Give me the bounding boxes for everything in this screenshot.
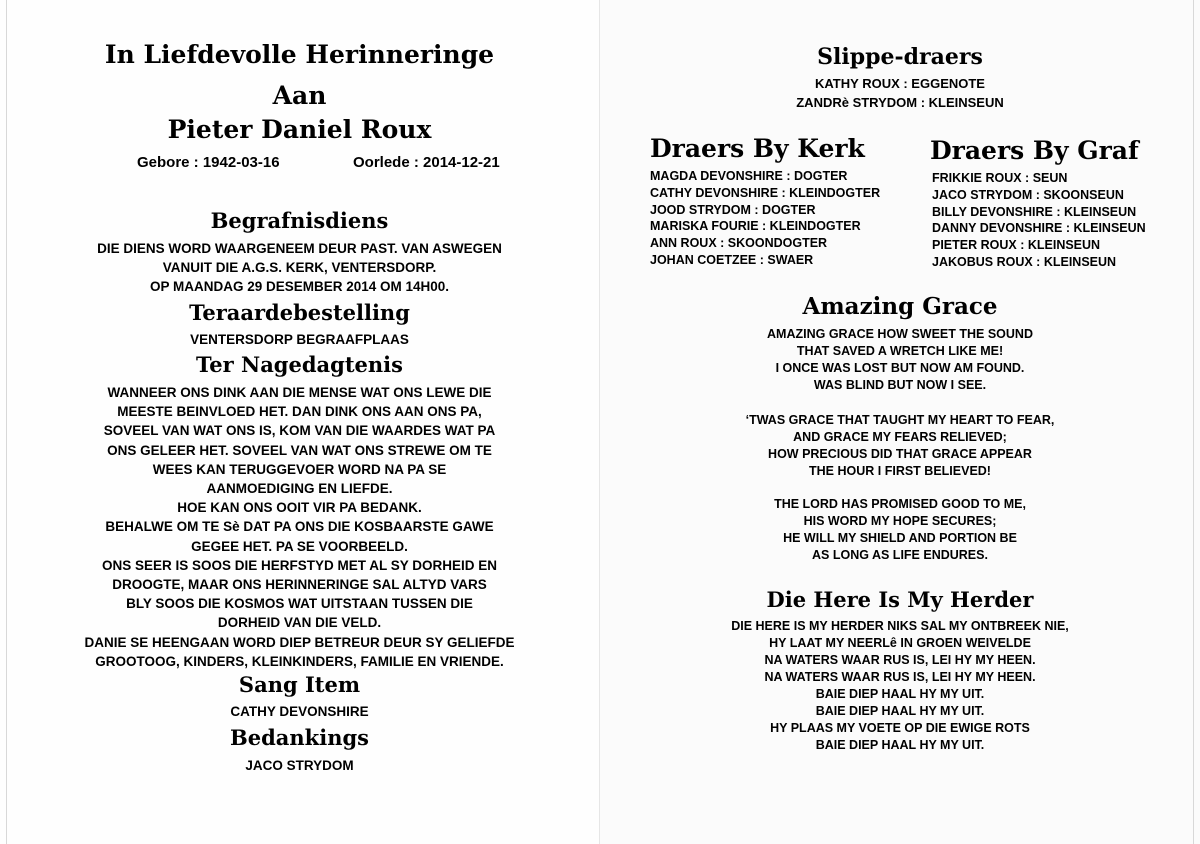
psalm-line: BAIE DIEP HAAL HY MY UIT. [815,738,985,752]
amazing-grace-verse-2 [600,412,1200,480]
memory-line: AANMOEDIGING EN LIEFDE. [206,481,393,497]
hymn-line: HIS WORD MY HOPE SECURES; [803,514,997,528]
memory-line: HOE KAN ONS OOIT VIR PA BEDANK. [177,500,422,516]
psalm-line: DIE HERE IS MY HERDER NIKS SAL MY ONTBREEK NIE, [731,619,1069,633]
burial-heading: Teraardebestelling [189,300,410,325]
memory-line: WANNEER ONS DINK AAN DIE MENSE WAT ONS LEWE DIE [107,385,492,400]
psalm-line: BAIE DIEP HAAL HY MY UIT. [815,687,985,701]
birth-date: Gebore : 1942-03-16 [137,154,280,171]
psalm-text [600,618,1200,754]
hymn-line: THE LORD HAS PROMISED GOOD TO ME, [774,497,1026,511]
pallbearers-heading: Slippe-draers [817,44,983,70]
funeral-line: DIE DIENS WORD WAARGENEEM DEUR PAST. VAN ASWEGEN [97,241,502,256]
memory-line: BLY SOOS DIE KOSMOS WAT UITSTAAN TUSSEN DIE [126,596,473,612]
memorial-title: In Liefdevolle Herinneringe [104,40,495,69]
amazing-grace-heading: Amazing Grace [802,293,998,320]
scan-edge-right [1193,0,1194,844]
hymn-line: THE HOUR I FIRST BELIEVED! [809,464,991,478]
amazing-grace-verse-1 [600,326,1200,394]
church-bearer: JOHAN COETZEE : SWAER [650,252,814,267]
grave-bearer: BILLY DEVONSHIRE : KLEINSEUN [932,204,1137,219]
memory-text [0,383,599,671]
amazing-grace-verse-3 [600,496,1200,564]
hymn-line: I ONCE WAS LOST BUT NOW AM FOUND. [775,361,1025,375]
psalm-heading: Die Here Is My Herder [766,587,1034,612]
memory-line: GEGEE HET. PA SE VOORBEELD. [191,538,408,554]
funeral-line: OP MAANDAG 29 DESEMBER 2014 OM 14H00. [149,279,450,294]
church-bearer: ANN ROUX : SKOONDOGTER [650,236,828,251]
memory-line: DORHEID VAN DIE VELD. [217,615,382,631]
psalm-line: BAIE DIEP HAAL HY MY UIT. [815,704,985,718]
grave-bearer: JACO STRYDOM : SKOONSEUN [932,187,1124,202]
hymn-line: AS LONG AS LIFE ENDURES. [812,548,988,562]
memory-line: WEES KAN TERUGGEVOER WORD NA PA SE [152,461,447,477]
church-bearer: JOOD STRYDOM : DOGTER [650,202,816,217]
deceased-name: Pieter Daniel Roux [167,115,432,144]
hymn-line: AND GRACE MY FEARS RELIEVED; [793,430,1007,444]
psalm-line: NA WATERS WAAR RUS IS, LEI HY MY HEEN. [764,670,1036,684]
pallbearer: ZANDRè STRYDOM : KLEINSEUN [796,95,1004,110]
memory-line: SOVEEL VAN WAT ONS IS, KOM VAN DIE WAARDES WAT PA [103,423,496,439]
memory-line: BEHALWE OM TE Sè DAT PA ONS DIE KOSBAARSTE GAWE [105,519,494,535]
memory-line: GROOTOOG, KINDERS, KLEINKINDERS, FAMILIE EN VRIENDE. [95,653,504,669]
psalm-line: NA WATERS WAAR RUS IS, LEI HY MY HEEN. [764,653,1036,667]
hymn-line: HOW PRECIOUS DID THAT GRACE APPEAR [768,447,1032,461]
memory-line: ONS SEER IS SOOS DIE HERFSTYD MET AL SY DORHEID EN [101,557,498,573]
grave-bearers-heading: Draers By Graf [930,136,1139,165]
song-performer: CATHY DEVONSHIRE [230,704,369,719]
funeral-service-details [0,239,599,296]
death-date: Oorlede : 2014-12-21 [353,154,500,171]
pallbearer: KATHY ROUX : EGGENOTE [815,76,985,91]
psalm-line: HY LAAT MY NEERLê IN GROEN WEIVELDE [769,636,1031,650]
hymn-line: ‘TWAS GRACE THAT TAUGHT MY HEART TO FEAR, [745,413,1055,427]
church-bearer: CATHY DEVONSHIRE : KLEINDOGTER [650,185,881,200]
memorial-title-aan: Aan [272,81,327,110]
pallbearers-list [600,74,1200,112]
memory-line: MEESTE BEINVLOED HET. DAN DINK ONS AAN ONS PA, [117,404,482,420]
hymn-line: AMAZING GRACE HOW SWEET THE SOUND [767,327,1033,341]
church-bearers-list [650,168,880,269]
thanks-heading: Bedankings [230,725,369,750]
grave-bearers-list [932,170,1146,271]
psalm-line: HY PLAAS MY VOETE OP DIE EWIGE ROTS [770,721,1030,735]
memory-line: DANIE SE HEENGAAN WORD DIEP BETREUR DEUR SY GELIEFDE [84,634,515,650]
hymn-line: HE WILL MY SHIELD AND PORTION BE [783,531,1017,545]
grave-bearer: PIETER ROUX : KLEINSEUN [932,238,1101,253]
memory-line: DROOGTE, MAAR ONS HERINNERINGE SAL ALTYD VARS [112,577,487,593]
grave-bearer: DANNY DEVONSHIRE : KLEINSEUN [932,221,1146,236]
funeral-line: VANUIT DIE A.G.S. KERK, VENTERSDORP. [162,260,437,275]
church-bearer: MARISKA FOURIE : KLEINDOGTER [650,219,861,234]
right-page [600,0,1200,844]
thanks-person: JACO STRYDOM [245,758,354,773]
hymn-line: WAS BLIND BUT NOW I SEE. [813,378,987,392]
church-bearer: MAGDA DEVONSHIRE : DOGTER [650,169,848,183]
memory-line: ONS GELEER HET. SOVEEL VAN WAT ONS STREWE OM TE [107,442,492,458]
grave-bearer: FRIKKIE ROUX : SEUN [932,171,1068,185]
song-item-heading: Sang Item [238,672,361,697]
church-bearers-heading: Draers By Kerk [650,134,865,163]
hymn-line: THAT SAVED A WRETCH LIKE ME! [796,344,1004,358]
memory-heading: Ter Nagedagtenis [196,352,403,377]
burial-place: VENTERSDORP BEGRAAFPLAAS [190,332,409,347]
grave-bearer: JAKOBUS ROUX : KLEINSEUN [932,254,1117,269]
scan-edge-left [6,0,7,844]
funeral-service-heading: Begrafnisdiens [210,208,389,233]
